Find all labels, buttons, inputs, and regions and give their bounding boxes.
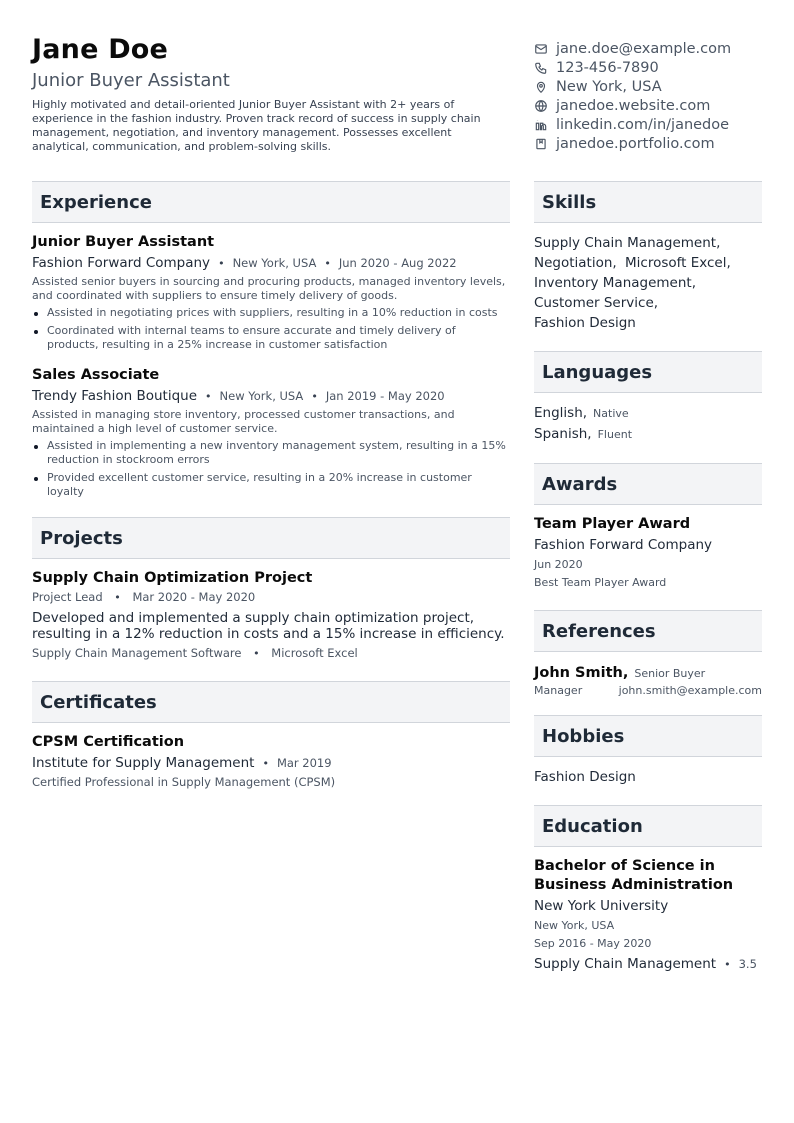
language-name: Spanish, xyxy=(534,426,592,442)
contact-phone-text: 123-456-7890 xyxy=(556,59,659,76)
mail-icon xyxy=(534,42,548,56)
project-role: Project Lead xyxy=(32,590,103,604)
contact-location-text: New York, USA xyxy=(556,78,662,95)
projects-body xyxy=(32,559,510,663)
section-heading-education: Education xyxy=(534,805,762,847)
job-description: Assisted in managing store inventory, processed customer transactions, and maintained a high level of customer service. xyxy=(32,408,455,435)
project-entry xyxy=(32,569,510,663)
certificates-section xyxy=(32,681,510,789)
education-field: Supply Chain Management xyxy=(534,956,717,972)
project-keywords xyxy=(32,644,510,663)
job-meta xyxy=(32,252,510,275)
job-highlight: Coordinated with internal teams to ensure accurate and timely delivery of products, resulting in a 25% increase in customer satisfaction xyxy=(32,324,510,352)
separator-dot: • xyxy=(114,591,121,604)
job-location: New York, USA xyxy=(219,389,304,403)
candidate-name: Jane Doe xyxy=(32,34,169,65)
job-dates: Jun 2020 - Aug 2022 xyxy=(338,256,457,270)
section-heading-references: References xyxy=(534,610,762,652)
right-column xyxy=(534,181,762,994)
education-field-row xyxy=(534,953,762,976)
project-meta xyxy=(32,588,510,607)
experience-entry xyxy=(32,233,510,352)
skills-line xyxy=(534,233,762,253)
skills-section xyxy=(534,181,762,333)
reference-email[interactable]: john.smith@example.com xyxy=(618,684,762,697)
contact-phone[interactable] xyxy=(534,58,762,77)
job-description: Assisted senior buyers in sourcing and procuring products, managed inventory levels, and coordinated with suppliers to ensure timely delivery of goods. xyxy=(32,275,506,302)
experience-section xyxy=(32,181,510,499)
language-row xyxy=(534,424,762,445)
reference-role: Senior Buyer xyxy=(634,667,706,680)
certificate-entry xyxy=(32,733,510,789)
separator-dot: • xyxy=(262,757,269,770)
award-awarder: Fashion Forward Company xyxy=(534,537,713,553)
project-keyword: Microsoft Excel xyxy=(271,646,358,660)
certificate-issuer: Institute for Supply Management xyxy=(32,755,255,771)
certificate-meta xyxy=(32,752,510,775)
skills-line xyxy=(534,253,762,273)
reference-name: John Smith, xyxy=(534,665,629,681)
bookmark-icon xyxy=(534,137,548,151)
contact-block xyxy=(534,39,762,154)
education-location: New York, USA xyxy=(534,919,615,932)
language-name: English, xyxy=(534,405,588,421)
job-title: Junior Buyer Assistant xyxy=(32,234,215,250)
job-highlight: Provided excellent customer service, resulting in a 20% increase in customer loyalty xyxy=(32,471,510,499)
project-title: Supply Chain Optimization Project xyxy=(32,570,313,586)
skill-item: Negotiation, xyxy=(534,255,617,271)
skills-line xyxy=(534,313,762,333)
job-company: Trendy Fashion Boutique xyxy=(32,388,198,404)
phone-icon xyxy=(534,61,548,75)
section-heading-skills: Skills xyxy=(534,181,762,223)
reference-line xyxy=(534,684,762,697)
separator-dot: • xyxy=(724,958,731,971)
skills-line xyxy=(534,273,762,293)
linkedin-icon xyxy=(534,118,548,132)
skill-item: Fashion Design xyxy=(534,315,636,331)
section-heading-projects: Projects xyxy=(32,517,510,559)
job-dates: Jan 2019 - May 2020 xyxy=(325,389,445,403)
projects-section xyxy=(32,517,510,663)
education-school: New York University xyxy=(534,898,669,914)
skills-body xyxy=(534,223,762,333)
experience-entry xyxy=(32,366,510,499)
awards-body xyxy=(534,505,762,592)
certificate-description: Certified Professional in Supply Management (CPSM) xyxy=(32,775,336,789)
languages-body xyxy=(534,393,762,445)
award-date: Jun 2020 xyxy=(534,558,583,571)
hobbies-section xyxy=(534,715,762,787)
languages-section xyxy=(534,351,762,445)
references-body xyxy=(534,652,762,697)
job-title: Sales Associate xyxy=(32,367,160,383)
separator-dot: • xyxy=(324,257,331,270)
globe-icon xyxy=(534,99,548,113)
section-heading-awards: Awards xyxy=(534,463,762,505)
project-description: Developed and implemented a supply chain optimization project, resulting in a 12% reduction in costs and a 15% increase in efficiency. xyxy=(32,610,505,642)
separator-dot: • xyxy=(253,647,260,660)
project-dates: Mar 2020 - May 2020 xyxy=(132,590,256,604)
project-keyword: Supply Chain Management Software xyxy=(32,646,242,660)
awards-section xyxy=(534,463,762,592)
references-section xyxy=(534,610,762,697)
job-location: New York, USA xyxy=(232,256,317,270)
skill-item: Inventory Management, xyxy=(534,275,696,291)
separator-dot: • xyxy=(218,257,225,270)
contact-website-text: janedoe.website.com xyxy=(556,97,711,114)
job-highlights xyxy=(32,306,510,352)
contact-email[interactable] xyxy=(534,39,762,58)
certificates-body xyxy=(32,723,510,789)
job-company: Fashion Forward Company xyxy=(32,255,211,271)
separator-dot: • xyxy=(205,390,212,403)
header-left xyxy=(32,34,502,154)
section-heading-hobbies: Hobbies xyxy=(534,715,762,757)
language-level: Native xyxy=(593,407,629,420)
education-degree: Bachelor of Science in Business Administration xyxy=(534,858,734,893)
job-highlight: Assisted in negotiating prices with suppliers, resulting in a 10% reduction in costs xyxy=(32,306,510,320)
section-heading-experience: Experience xyxy=(32,181,510,223)
education-body xyxy=(534,847,762,976)
reference-role-cont: Manager xyxy=(534,684,583,697)
certificate-title: CPSM Certification xyxy=(32,734,185,750)
education-dates: Sep 2016 - May 2020 xyxy=(534,937,652,950)
map-pin-icon xyxy=(534,80,548,94)
skill-item: Supply Chain Management, xyxy=(534,235,721,251)
contact-location xyxy=(534,77,762,96)
contact-portfolio-text: janedoe.portfolio.com xyxy=(556,135,715,152)
language-row xyxy=(534,403,762,424)
candidate-summary: Highly motivated and detail-oriented Junior Buyer Assistant with 2+ years of experience in the fashion industry. Proven track record of success in supply chain management, negotiation, and inventory management. Possesses excellent analytical, communication, and problem-solving skills. xyxy=(32,98,481,153)
education-section xyxy=(534,805,762,976)
resume-header xyxy=(32,34,762,154)
skills-line xyxy=(534,293,762,313)
experience-body xyxy=(32,223,510,499)
award-summary: Best Team Player Award xyxy=(534,576,667,589)
resume-page xyxy=(32,34,762,994)
job-highlight: Assisted in implementing a new inventory management system, resulting in a 15% reduction in stockroom errors xyxy=(32,439,510,467)
separator-dot: • xyxy=(311,390,318,403)
resume-columns xyxy=(32,181,762,994)
skill-item: Microsoft Excel, xyxy=(625,255,731,271)
contact-linkedin[interactable] xyxy=(534,115,762,134)
contact-linkedin-text: linkedin.com/in/janedoe xyxy=(556,116,730,133)
contact-website[interactable] xyxy=(534,96,762,115)
language-level: Fluent xyxy=(597,428,633,441)
certificate-date: Mar 2019 xyxy=(276,756,332,770)
skill-item: Customer Service, xyxy=(534,295,659,311)
reference-line xyxy=(534,662,762,684)
section-heading-languages: Languages xyxy=(534,351,762,393)
candidate-headline: Junior Buyer Assistant xyxy=(32,70,230,91)
section-heading-certificates: Certificates xyxy=(32,681,510,723)
contact-email-text: jane.doe@example.com xyxy=(556,40,732,57)
job-highlights xyxy=(32,439,510,499)
education-gpa: 3.5 xyxy=(738,957,757,971)
job-meta xyxy=(32,385,510,408)
left-column xyxy=(32,181,510,994)
contact-portfolio[interactable] xyxy=(534,134,762,153)
hobby-item: Fashion Design xyxy=(534,769,636,785)
hobbies-body xyxy=(534,757,762,787)
award-title: Team Player Award xyxy=(534,516,691,532)
